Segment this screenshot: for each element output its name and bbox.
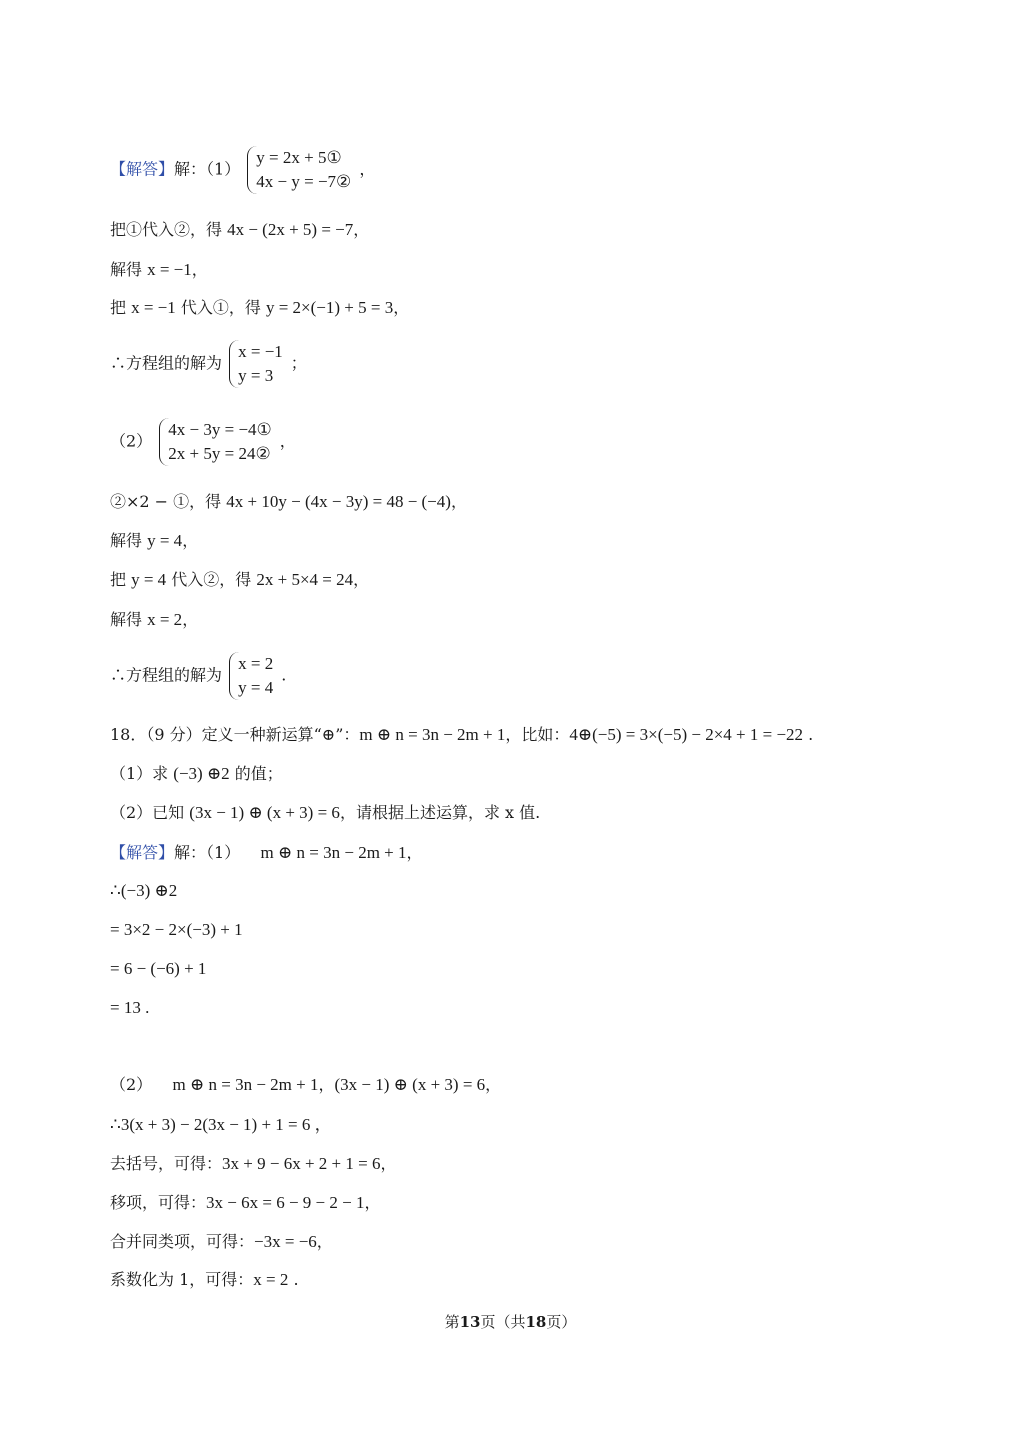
answer-header-1: 【解答】解：（1） y = 2x + 5① 4x − y = −7② ， <box>110 146 375 194</box>
step-line: ②×2 − ①，得 4x + 10y − (4x − 3y) = 48 − (−4)， <box>110 492 467 511</box>
calc-line: 系数化为 1，可得：x = 2 . <box>110 1270 299 1289</box>
step-line: 把①代入②，得 4x − (2x + 5) = −7， <box>110 220 370 239</box>
step-line: 解得 y = 4， <box>110 531 199 550</box>
answer-header-18: 【解答】解：（1） m ⊕ n = 3n − 2m + 1， <box>110 843 423 862</box>
calc-line: = 3×2 − 2×(−3) + 1 <box>110 920 243 939</box>
solution-system-2: x = 2 y = 4 <box>229 652 279 700</box>
page-number: 13 <box>459 1313 481 1331</box>
answer-tag: 【解答】 <box>110 159 175 179</box>
total-pages: 18 <box>525 1313 547 1331</box>
question-18-stem: 18．（9 分）定义一种新运算“⊕”：m ⊕ n = 3n − 2m + 1，比如：4⊕(−5) = 3×(−5) − 2×4 + 1 = −22 . <box>110 725 814 744</box>
step-line: 把 y = 4 代入②，得 2x + 5×4 = 24， <box>110 570 370 589</box>
answer-tag: 【解答】 <box>110 843 175 862</box>
step-line: 解得 x = 2， <box>110 610 199 629</box>
step-line: 把 x = −1 代入①，得 y = 2×(−1) + 5 = 3， <box>110 298 410 317</box>
calc-line: 去括号，可得：3x + 9 − 6x + 2 + 1 = 6， <box>110 1154 397 1173</box>
answer-18-part2-header: （2） m ⊕ n = 3n − 2m + 1，(3x − 1) ⊕ (x + 3) = 6， <box>110 1075 502 1094</box>
calc-line: 移项，可得：3x − 6x = 6 − 9 − 2 − 1， <box>110 1193 381 1212</box>
solution-system-1: x = −1 y = 3 <box>229 340 289 388</box>
equation-system-1: y = 2x + 5① 4x − y = −7② <box>247 146 357 194</box>
calc-line: 合并同类项，可得：−3x = −6， <box>110 1232 333 1251</box>
calc-line: ∴(−3) ⊕2 <box>110 881 178 900</box>
calc-line: = 6 − (−6) + 1 <box>110 959 207 978</box>
solution-line-1: ∴方程组的解为 x = −1 y = 3 ； <box>110 340 307 388</box>
step-line: 解得 x = −1， <box>110 260 208 279</box>
question-18-part1: （1）求 (−3) ⊕2 的值； <box>110 764 283 783</box>
equation-system-2: 4x − 3y = −4① 2x + 5y = 24② <box>159 418 278 466</box>
calc-line: = 13 . <box>110 998 150 1017</box>
page-footer: 第13页（共18页） <box>444 1313 577 1331</box>
solution-line-2: ∴方程组的解为 x = 2 y = 4 . <box>110 652 286 700</box>
calc-line: ∴3(x + 3) − 2(3x − 1) + 1 = 6 ， <box>110 1115 332 1134</box>
question-18-part2: （2）已知 (3x − 1) ⊕ (x + 3) = 6，请根据上述运算，求 x 值. <box>110 803 541 822</box>
part2-header: （2） 4x − 3y = −4① 2x + 5y = 24② ， <box>110 418 296 466</box>
